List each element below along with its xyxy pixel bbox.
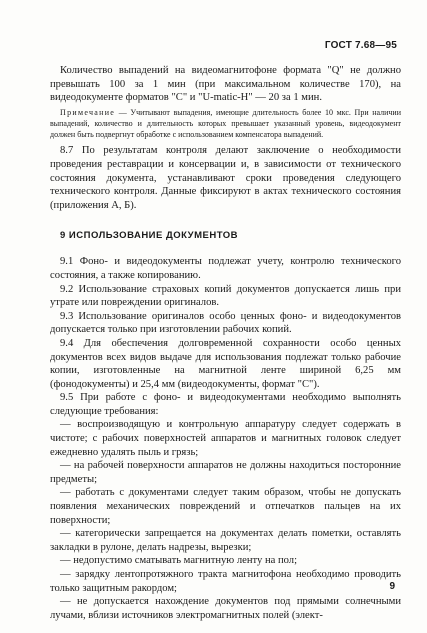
paragraph-dropout-count: Количество выпадений на видеомагнитофоне формата "Q" не должно превышать 100 за 1 мин (при максимальном количестве 170), на видеодокументе форматов "C" и "U-matic-H" — 20 за 1 мин.	[50, 65, 401, 104]
requirement-item: — недопустимо сматывать магнитную ленту на пол;	[60, 555, 298, 567]
note	[50, 107, 401, 141]
requirement-item: — не допускается нахождение документов под прямыми солнечными лучами, вблизи источников электромагнитных полей (элект-	[50, 596, 401, 621]
note-text: — Учитывают выпадения, имеющие длительность более 10 мкс. При наличии выпадений, количество и длительность которых превышает указанный уровень, видеодокумент должен быть подвергнут обработке с использованием компенсатора выпадений.	[50, 107, 401, 140]
requirement-item: — зарядку лентопротяжного тракта магнитофона необходимо проводить только защитным ракордом;	[50, 569, 401, 594]
paragraph-9-1: 9.1 Фоно- и видеодокументы подлежат учету, контролю технического состояния, а также копированию.	[50, 256, 401, 281]
standard-code-header: ГОСТ 7.68—95	[324, 40, 397, 51]
note-label: Примечание	[60, 107, 116, 117]
paragraph-9-5: 9.5 При работе с фоно- и видеодокументами необходимо выполнять следующие требования:	[50, 392, 401, 417]
requirement-item: — работать с документами следует таким образом, чтобы не допускать появления механических повреждений и отпечатков пальцев на их поверхности;	[50, 487, 401, 526]
requirement-item: — категорически запрещается на документах делать пометки, оставлять закладки в рулоне, делать надрезы, вырезки;	[50, 528, 401, 553]
paragraph-9-3: 9.3 Использование оригиналов особо ценных фоно- и видеодокументов допускается только при изготовлении рабочих копий.	[50, 310, 401, 336]
page-number: 9	[389, 581, 395, 592]
paragraph-9-4: 9.4 Для обеспечения долговременной сохранности особо ценных документов всех видов выдаче для использования подлежат только рабочие копии, изготовленные на магнитной ленте шириной 6,25 мм (фонодокументы) и 25,4 мм (видеодокументы, формат "C").	[50, 337, 401, 390]
page-body	[50, 64, 401, 622]
paragraph-9-2: 9.2 Использование страховых копий документов допускается лишь при утрате или повреждении оригиналов.	[50, 283, 401, 309]
paragraph-8-7: 8.7 По результатам контроля делают заключение о необходимости проведения реставрации и консервации и, в зависимости от технического состояния документа, устанавливают сроки проведения следующего технического контроля. Данные фиксируют в актах технического состояния (приложения А, Б).	[50, 145, 401, 211]
section-title-9: 9 ИСПОЛЬЗОВАНИЕ ДОКУМЕНТОВ	[60, 230, 239, 242]
requirement-item: — воспроизводящую и контрольную аппаратуру следует содержать в чистоте; с рабочих поверхностей аппаратов и магнитных головок следует ежедневно удалять пыль и грязь;	[50, 419, 401, 458]
requirement-item: — на рабочей поверхности аппаратов не должны находиться посторонние предметы;	[50, 460, 401, 485]
